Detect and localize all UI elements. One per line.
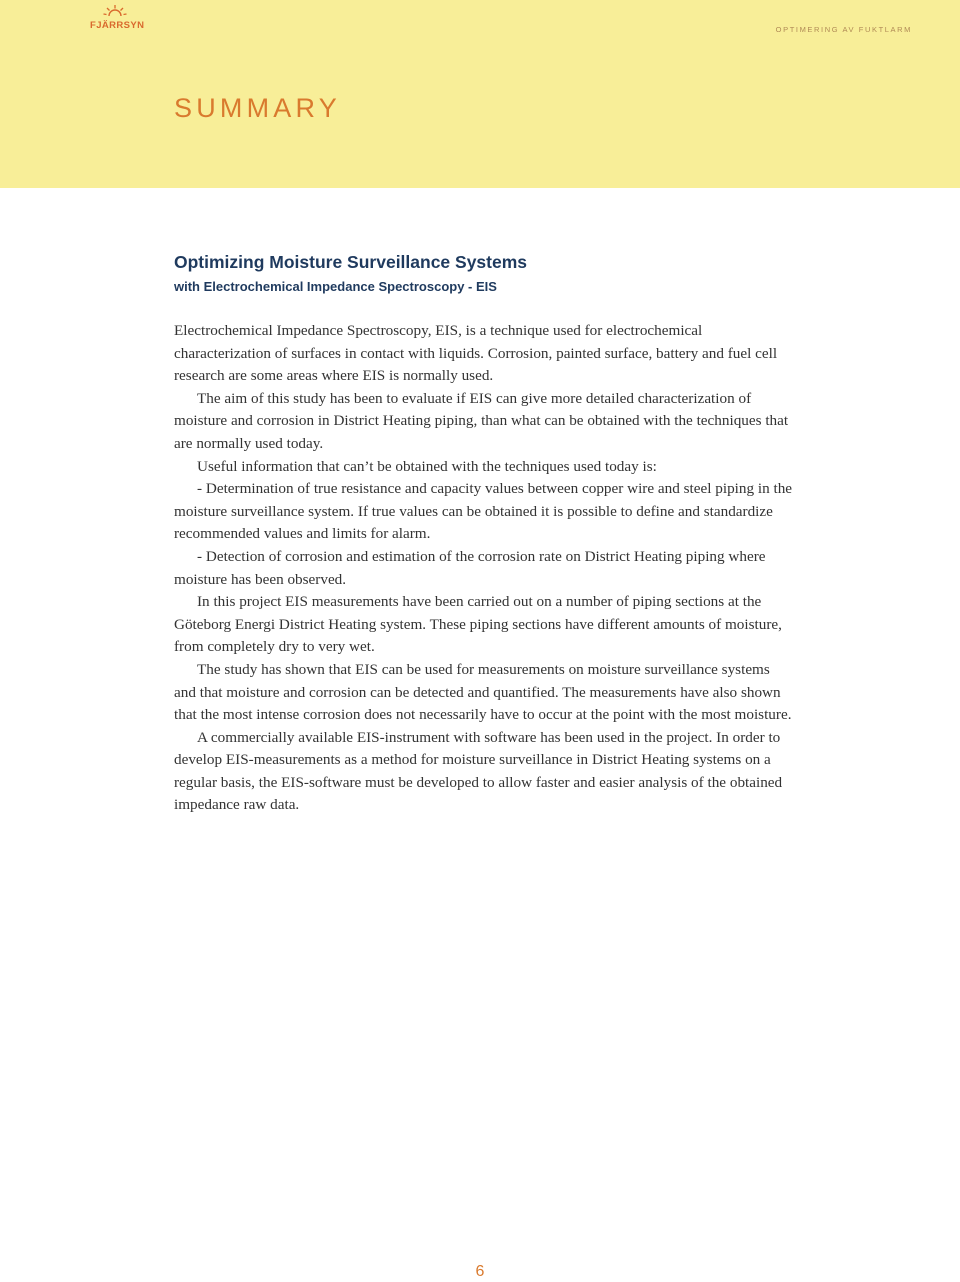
series-title: OPTIMERING AV FUKTLARM <box>775 25 912 34</box>
paragraph: Useful information that can’t be obtained with the techniques used today is: <box>197 457 657 475</box>
paragraph: A commercially available EIS-instrument with software has been used in the project. In order to develop EIS-measurements as a method for moisture surveillance in District Heating systems on a regular basis, the EIS-software must be developed to allow faster and easier analysis of the obtained impedance raw data. <box>174 728 783 814</box>
body-text <box>174 320 794 817</box>
paragraph: The study has shown that EIS can be used for measurements on moisture surveillance systems and that moisture and corrosion can be detected and quantified. The measurements have also shown that the most intense corrosion does not necessarily have to occur at the point with the most moisture. <box>174 660 792 724</box>
list-item: - Detection of corrosion and estimation of the corrosion rate on District Heating piping where moisture has been observed. <box>174 547 766 588</box>
paragraph: In this project EIS measurements have been carried out on a number of piping sections at the Göteborg Energi District Heating system. These piping sections have different amounts of moisture, from completely dry to very wet. <box>174 593 782 656</box>
logo-text: FJÄRRSYN <box>90 20 145 31</box>
sun-icon <box>102 4 128 20</box>
fjarrsyn-logo <box>84 4 148 34</box>
section-title: SUMMARY <box>174 93 341 123</box>
list-item: - Determination of true resistance and capacity values between copper wire and steel piping in the moisture surveillance system. If true values can be obtained it is possible to define and standardize recommended values and limits for alarm. <box>174 480 793 543</box>
paragraph: Electrochemical Impedance Spectroscopy, EIS, is a technique used for electrochemical characterization of surfaces in contact with liquids. Corrosion, painted surface, battery and fuel cell research are some areas where EIS is normally used. <box>174 322 778 385</box>
page-number: 6 <box>475 1263 485 1280</box>
document-title: Optimizing Moisture Surveillance Systems <box>174 252 528 272</box>
document-subtitle: with Electrochemical Impedance Spectroscopy - EIS <box>174 279 497 294</box>
paragraph: The aim of this study has been to evaluate if EIS can give more detailed characterization of moisture and corrosion in District Heating piping, than what can be obtained with the techniques that are normally used today. <box>174 389 789 452</box>
